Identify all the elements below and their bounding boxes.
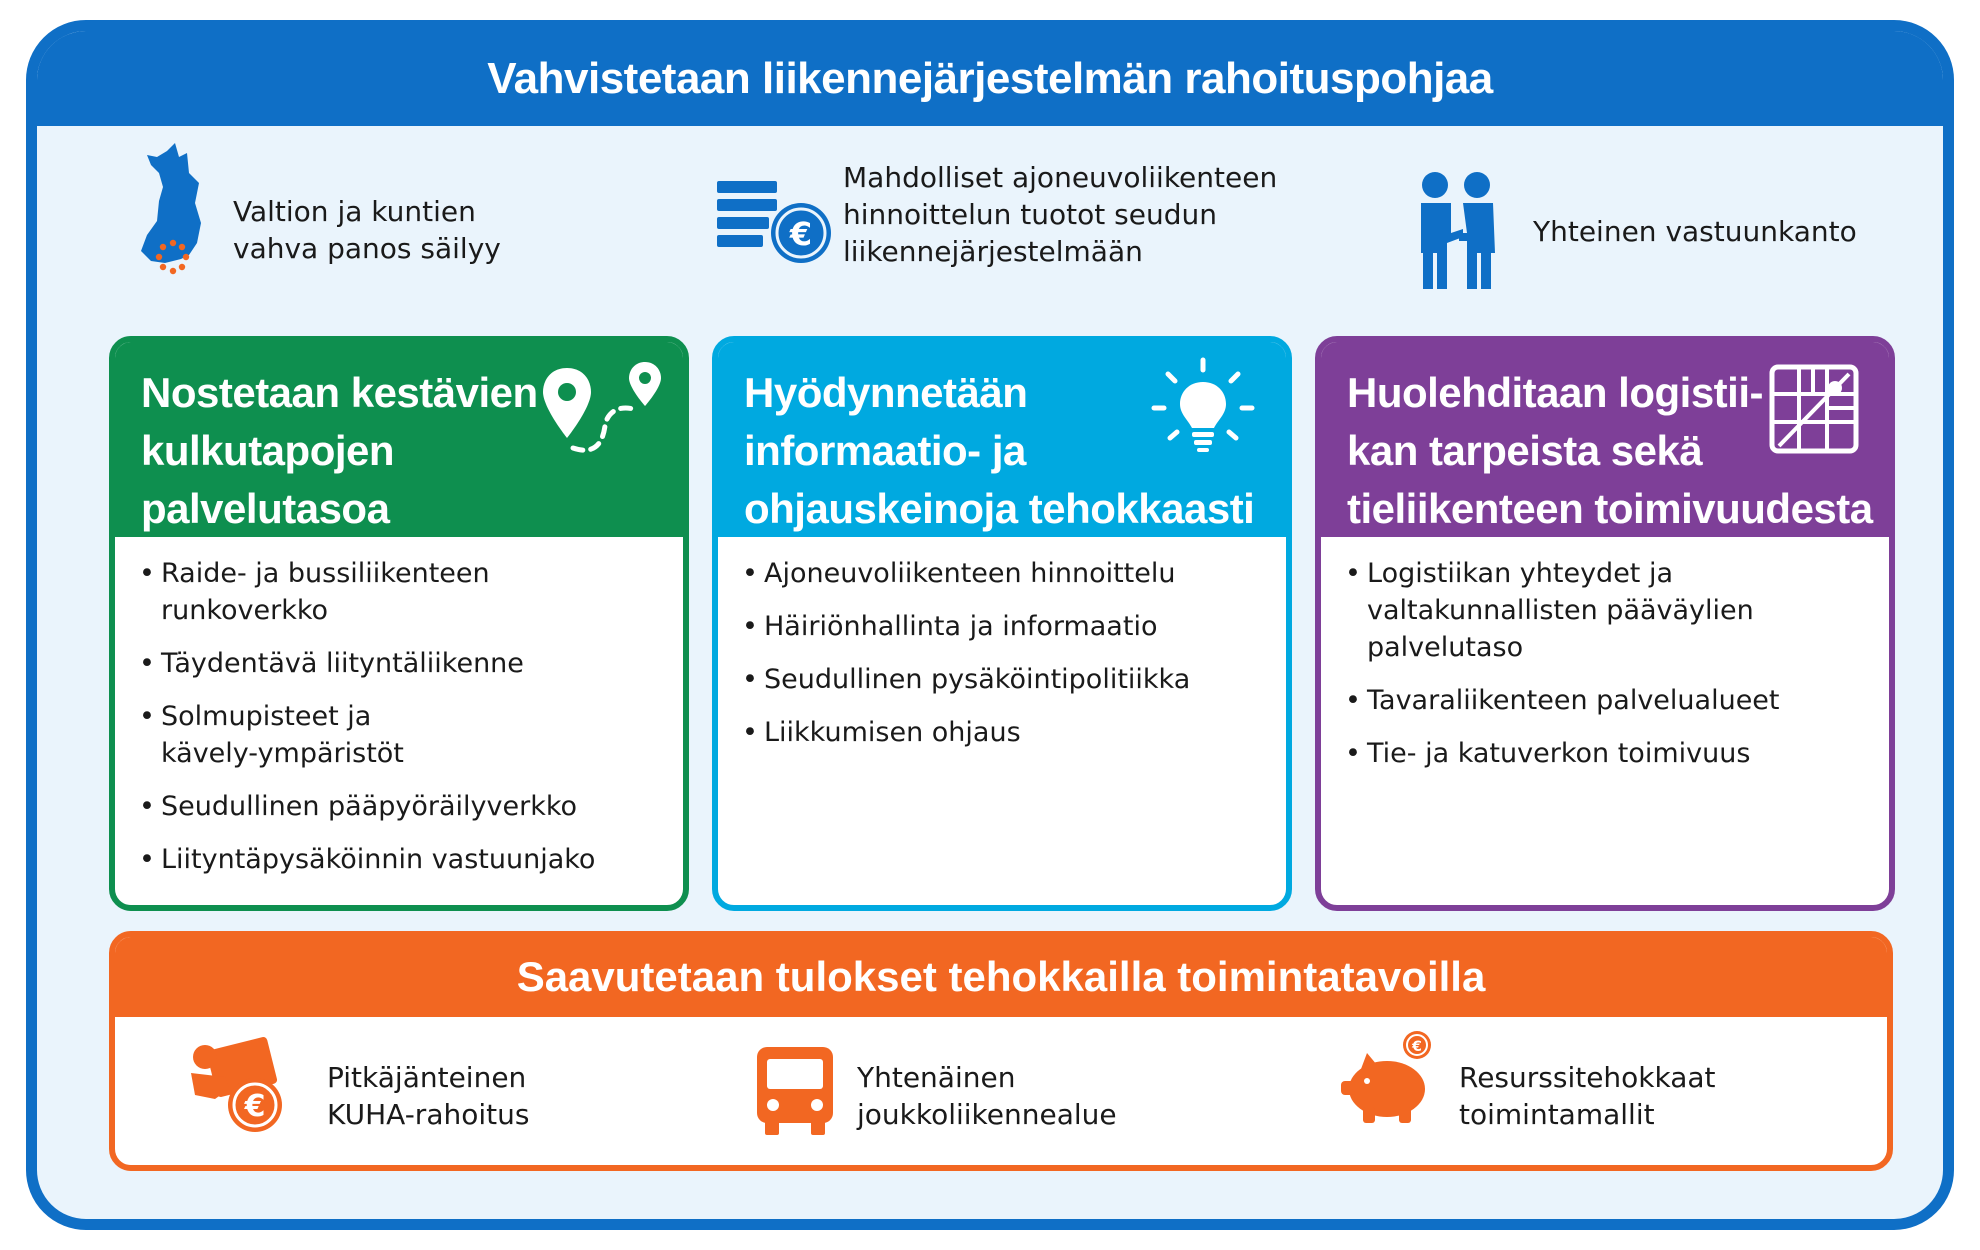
bottom-title: Saavutetaan tulokset tehokkailla toimintatavoilla bbox=[115, 937, 1887, 1017]
list-item bbox=[139, 555, 663, 629]
card-title-line: ohjauskeinoja tehokkaasti bbox=[744, 485, 1255, 532]
map-pin-route-icon bbox=[539, 360, 669, 475]
coins-euro-icon bbox=[717, 181, 837, 270]
card-header bbox=[718, 342, 1286, 537]
list-item-line: • Liityntäpysäköinnin vastuunjako bbox=[161, 844, 596, 875]
svg-text:€: € bbox=[244, 1089, 266, 1124]
top-item-line: Mahdolliset ajoneuvoliikenteen bbox=[843, 161, 1278, 194]
bottom-panel bbox=[109, 931, 1893, 1171]
card-title-line: kulkutapojen bbox=[141, 427, 395, 474]
list-item-line: • Tie- ja katuverkon toimivuus bbox=[1367, 738, 1751, 769]
list-item bbox=[139, 645, 663, 682]
top-item-shared-responsibility bbox=[1533, 213, 1857, 250]
list-item bbox=[1345, 555, 1869, 666]
bottom-item-line: joukkoliikennealue bbox=[857, 1098, 1117, 1131]
money-hand-euro-icon bbox=[185, 1037, 295, 1141]
card-logistics-traffic bbox=[1315, 336, 1895, 911]
svg-text:€: € bbox=[789, 215, 813, 253]
bullet-list bbox=[115, 537, 683, 878]
list-item-line: valtakunnallisten pääväylien bbox=[1367, 595, 1754, 626]
bottom-item-line: toimintamallit bbox=[1459, 1098, 1655, 1131]
list-item-line: • Logistiikan yhteydet ja bbox=[1367, 558, 1674, 589]
card-title-line: Hyödynnetään bbox=[744, 369, 1028, 416]
card-title-line: Nostetaan kestävien bbox=[141, 369, 538, 416]
card-title-line: palvelutasoa bbox=[141, 485, 390, 532]
list-item-line: • Ajoneuvoliikenteen hinnoittelu bbox=[764, 558, 1176, 589]
piggy-bank-icon bbox=[1337, 1029, 1447, 1133]
bottom-item-line: Pitkäjänteinen bbox=[327, 1061, 527, 1094]
list-item bbox=[742, 555, 1266, 592]
card-title bbox=[141, 364, 541, 538]
top-item-line: hinnoittelun tuotot seudun bbox=[843, 198, 1217, 231]
page-title: Vahvistetaan liikennejärjestelmän rahoituspohjaa bbox=[37, 31, 1943, 126]
card-title-line: kan tarpeista sekä bbox=[1347, 427, 1703, 474]
bottom-item-line: KUHA-rahoitus bbox=[327, 1098, 530, 1131]
list-item-line: • Seudullinen pysäköintipolitiikka bbox=[764, 664, 1191, 695]
card-title-line: informaatio- ja bbox=[744, 427, 1026, 474]
list-item-line: • Häiriönhallinta ja informaatio bbox=[764, 611, 1158, 642]
top-item-pricing-revenue bbox=[843, 159, 1277, 270]
list-item-line: • Tavaraliikenteen palvelualueet bbox=[1367, 685, 1780, 716]
top-item-state-municipal bbox=[233, 193, 501, 267]
top-item-line: liikennejärjestelmään bbox=[843, 235, 1143, 268]
list-item bbox=[742, 714, 1266, 751]
top-item-line: Valtion ja kuntien bbox=[233, 195, 476, 228]
bottom-item-operating-models bbox=[1459, 1059, 1716, 1133]
list-item bbox=[1345, 735, 1869, 772]
lightbulb-icon bbox=[1148, 356, 1258, 471]
street-grid-map-icon bbox=[1769, 364, 1859, 469]
bullet-list bbox=[718, 537, 1286, 751]
bullet-list bbox=[1321, 537, 1889, 772]
list-item-line: • Liikkumisen ohjaus bbox=[764, 717, 1021, 748]
list-item-line: • Solmupisteet ja bbox=[161, 701, 372, 732]
bottom-item-line: Resurssitehokkaat bbox=[1459, 1061, 1716, 1094]
list-item bbox=[742, 608, 1266, 645]
finland-map-icon bbox=[137, 143, 217, 307]
card-title-line: Huolehditaan logistii- bbox=[1347, 369, 1763, 416]
card-sustainable-modes bbox=[109, 336, 689, 911]
list-item-line: • Seudullinen pääpyöräilyverkko bbox=[161, 791, 578, 822]
svg-text:€: € bbox=[1412, 1039, 1422, 1055]
list-item bbox=[139, 788, 663, 825]
list-item-line: • Täydentävä liityntäliikenne bbox=[161, 648, 524, 679]
list-item-line: kävely-ympäristöt bbox=[161, 738, 404, 769]
list-item bbox=[742, 661, 1266, 698]
list-item bbox=[139, 698, 663, 772]
top-item-line: vahva panos säilyy bbox=[233, 232, 501, 265]
bottom-item-kuha-funding bbox=[327, 1059, 529, 1133]
list-item-line: runkoverkko bbox=[161, 595, 329, 626]
list-item-line: • Raide- ja bussiliikenteen bbox=[161, 558, 490, 589]
list-item bbox=[139, 841, 663, 878]
card-header bbox=[115, 342, 683, 537]
bottom-item-line: Yhtenäinen bbox=[857, 1061, 1016, 1094]
top-item-line: Yhteinen vastuunkanto bbox=[1533, 215, 1857, 248]
card-header bbox=[1321, 342, 1889, 537]
bottom-item-transit-area bbox=[857, 1059, 1117, 1133]
main-frame bbox=[26, 20, 1954, 1230]
list-item-line: palvelutaso bbox=[1367, 632, 1524, 663]
card-title-line: tieliikenteen toimivuudesta bbox=[1347, 485, 1873, 532]
two-people-handshake-icon bbox=[1415, 171, 1505, 295]
list-item bbox=[1345, 682, 1869, 719]
bus-icon bbox=[755, 1045, 835, 1141]
card-information-control bbox=[712, 336, 1292, 911]
